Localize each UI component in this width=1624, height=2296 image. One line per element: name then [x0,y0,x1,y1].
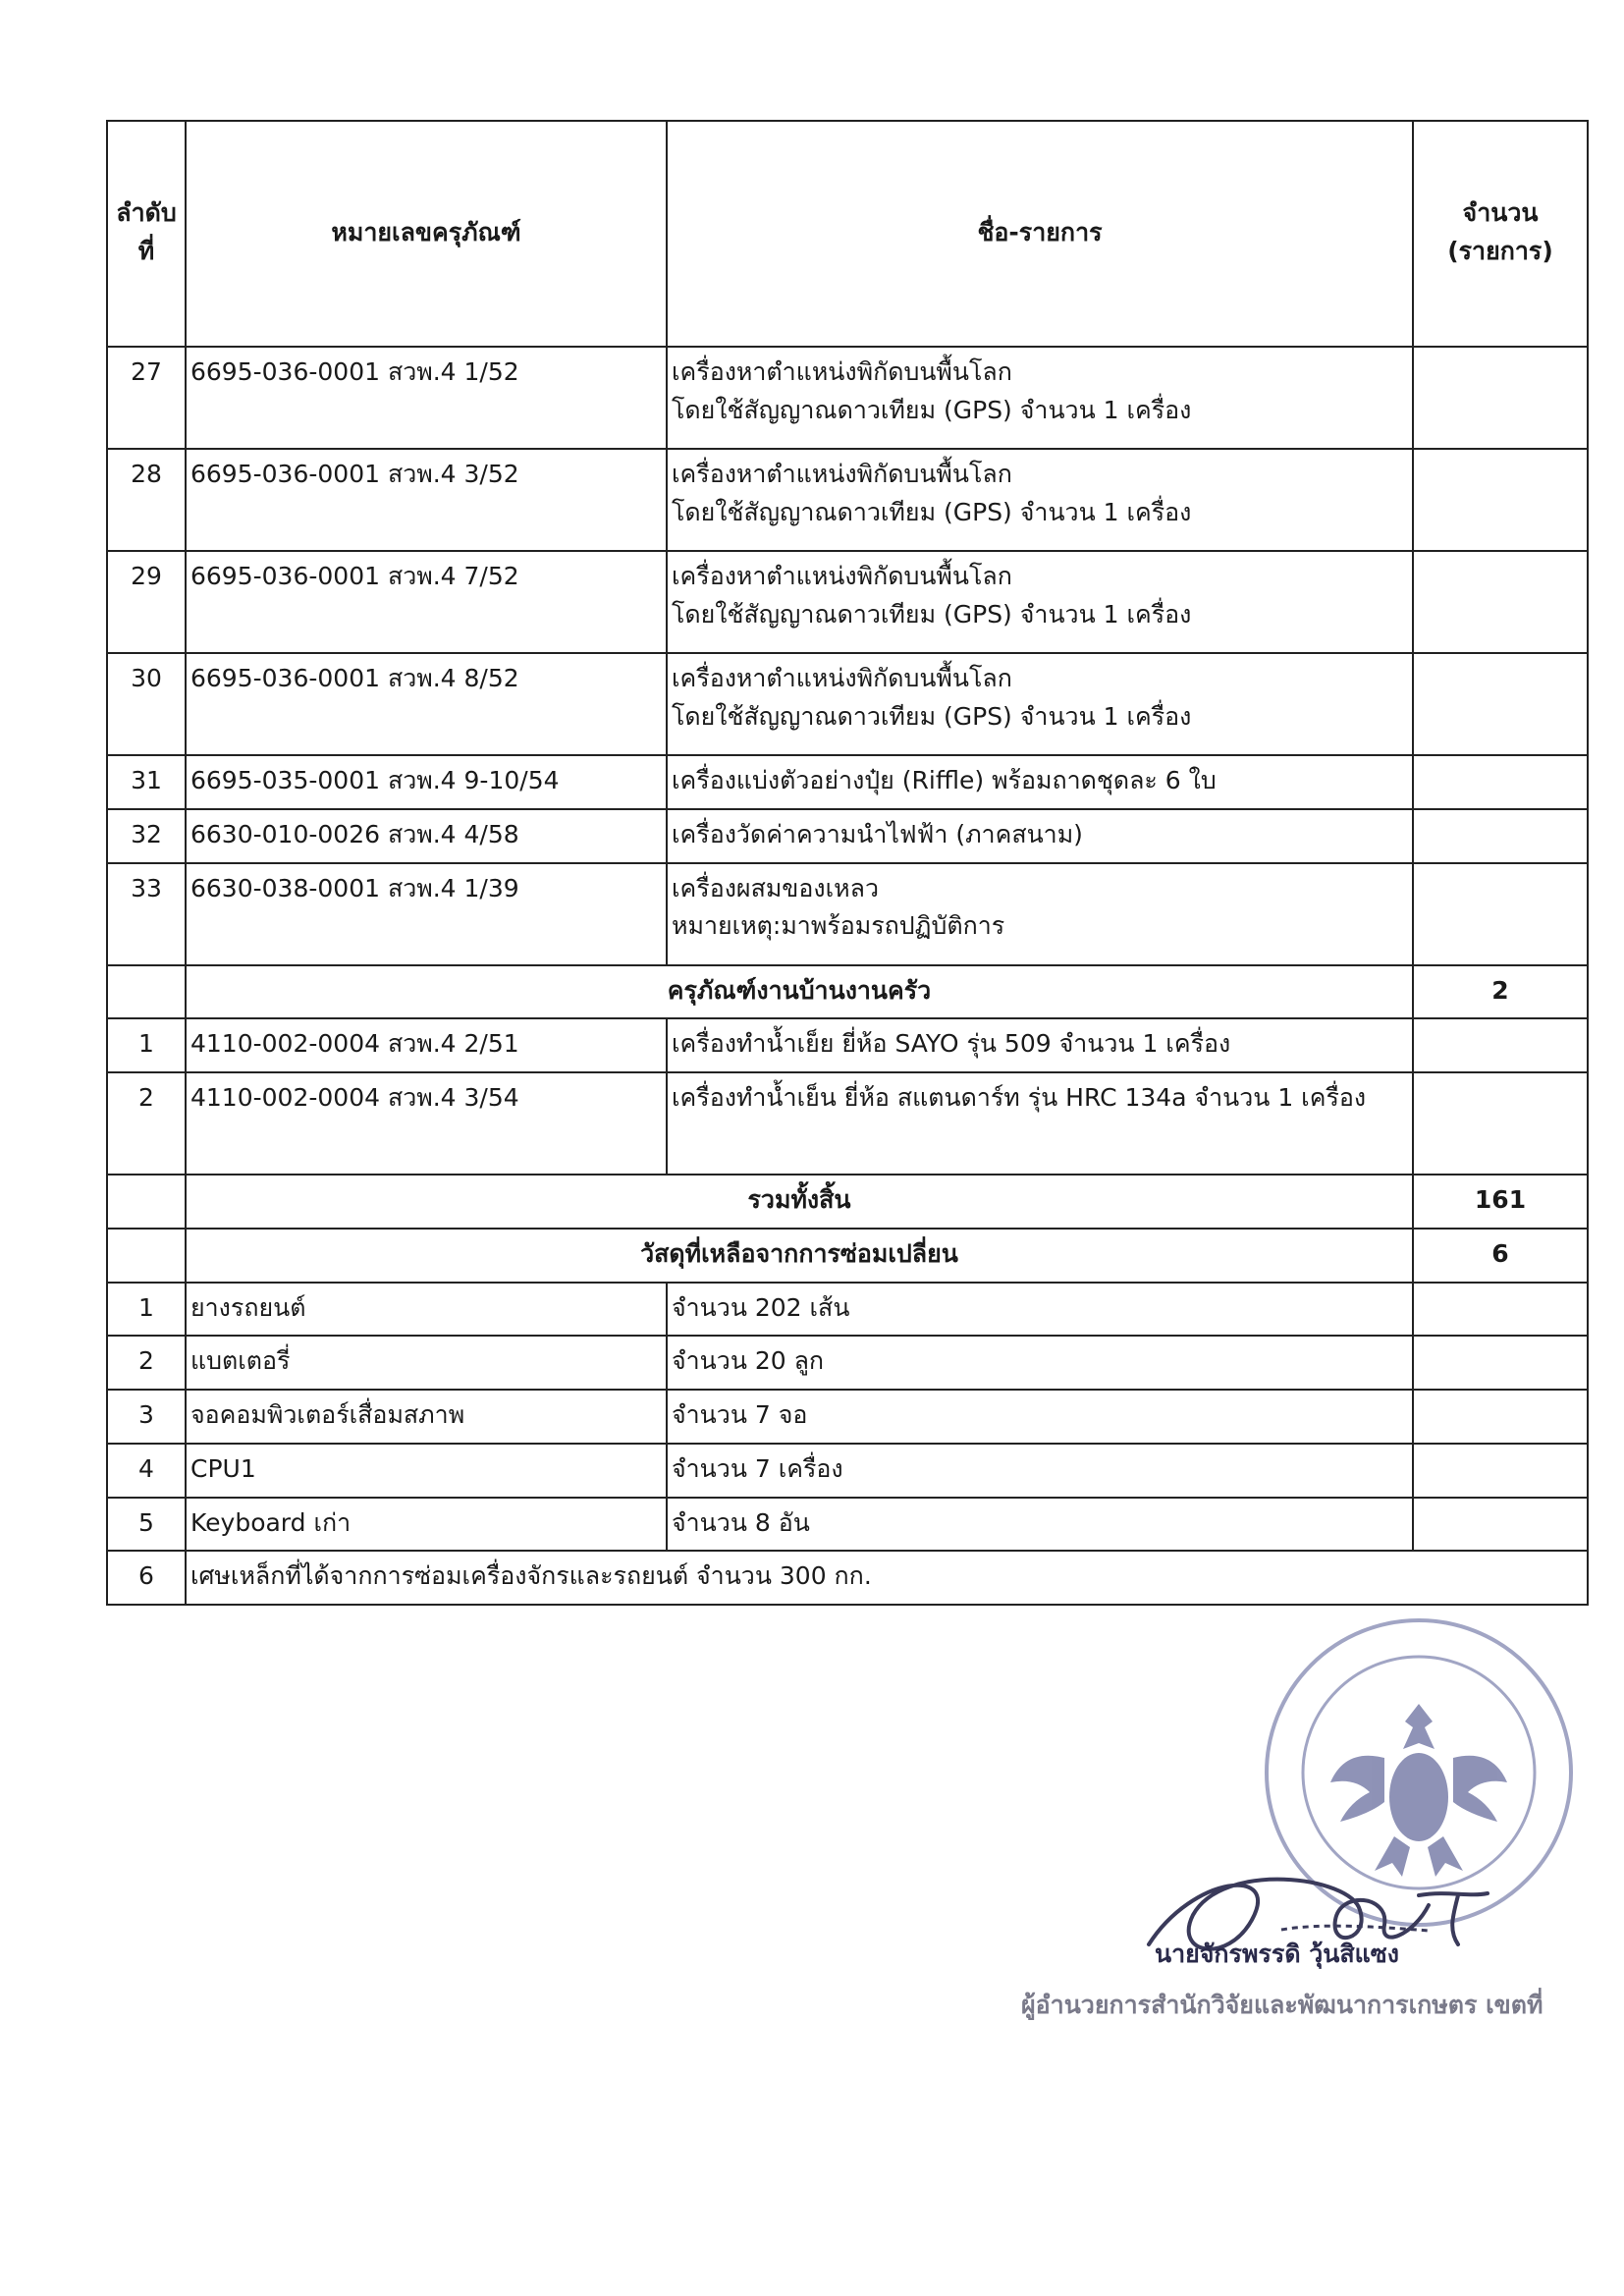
row-qty [1413,809,1588,863]
row-no: 1 [107,1283,186,1337]
row-no: 6 [107,1551,186,1605]
table-row [107,449,1588,551]
header-qty: จำนวน (รายการ) [1413,121,1588,347]
row-code: 6695-036-0001 สวพ.4 1/52 [186,347,667,449]
header-code: หมายเลขครุภัณฑ์ [186,121,667,347]
row-code: 6630-038-0001 สวพ.4 1/39 [186,863,667,965]
row-name: เครื่องทำน้ำเย็น ยี่ห้อ สแตนดาร์ท รุ่น HRC 134a จำนวน 1 เครื่อง [667,1072,1413,1175]
row-no: 4 [107,1444,186,1498]
row-name-line2: หมายเหตุ:มาพร้อมรถปฏิบัติการ [672,911,1005,941]
row-no: 1 [107,1018,186,1072]
row-qty [1413,347,1588,449]
signer-name: นายจักรพรรดิ วุ้นสิแซง [1155,1940,1399,1968]
row-amount: จำนวน 7 จอ [667,1390,1413,1444]
row-name [667,449,1413,551]
row-code: 6630-010-0026 สวพ.4 4/58 [186,809,667,863]
row-code: 4110-002-0004 สวพ.4 2/51 [186,1018,667,1072]
table-row [107,347,1588,449]
table-row [107,1018,1588,1072]
row-qty [1413,755,1588,809]
total-row [107,1175,1588,1229]
row-amount: จำนวน 8 อัน [667,1498,1413,1552]
row-no: 31 [107,755,186,809]
row-amount: จำนวน 20 ลูก [667,1336,1413,1390]
row-no: 27 [107,347,186,449]
row-name: เครื่องวัดค่าความนำไฟฟ้า (ภาคสนาม) [667,809,1413,863]
header-no: ลำดับที่ [107,121,186,347]
row-qty [1413,1018,1588,1072]
row-name-line1: เครื่องหาตำแหน่งพิกัดบนพื้นโลก [672,664,1012,692]
row-qty [1413,653,1588,755]
table-row [107,1336,1588,1390]
row-item: เศษเหล็กที่ได้จากการซ่อมเครื่องจักรและรถยนต์ จำนวน 300 กก. [186,1551,1588,1605]
row-name-line1: เครื่องหาตำแหน่งพิกัดบนพื้นโลก [672,357,1012,386]
row-name-line1: เครื่องหาตำแหน่งพิกัดบนพื้นโลก [672,562,1012,590]
section-blank [107,965,186,1019]
inventory-table [106,120,1589,1606]
row-no: 29 [107,551,186,653]
total-title: รวมทั้งสิ้น [186,1175,1413,1229]
row-name-line2: โดยใช้สัญญาณดาวเทียม (GPS) จำนวน 1 เครื่อง [672,599,1192,629]
row-name-line2: โดยใช้สัญญาณดาวเทียม (GPS) จำนวน 1 เครื่อง [672,701,1192,731]
row-qty [1413,1498,1588,1552]
row-name: เครื่องแบ่งตัวอย่างปุ๋ย (Riffle) พร้อมถาดชุดละ 6 ใบ [667,755,1413,809]
section-title-scrap: วัสดุที่เหลือจากการซ่อมเปลี่ยน [186,1229,1413,1283]
row-qty [1413,1283,1588,1337]
row-qty [1413,1444,1588,1498]
row-name-line2: โดยใช้สัญญาณดาวเทียม (GPS) จำนวน 1 เครื่อง [672,497,1192,526]
table-row [107,1551,1588,1605]
row-no: 3 [107,1390,186,1444]
row-no: 28 [107,449,186,551]
table-row [107,1283,1588,1337]
row-item: จอคอมพิวเตอร์เสื่อมสภาพ [186,1390,667,1444]
row-item: แบตเตอรี่ [186,1336,667,1390]
row-name: เครื่องทำน้ำเย็ย ยี่ห้อ SAYO รุ่น 509 จำนวน 1 เครื่อง [667,1018,1413,1072]
row-qty [1413,1072,1588,1175]
row-item: CPU1 [186,1444,667,1498]
row-qty [1413,551,1588,653]
row-name-line1: เครื่องหาตำแหน่งพิกัดบนพื้นโลก [672,460,1012,488]
row-item: ยางรถยนต์ [186,1283,667,1337]
total-qty: 161 [1413,1175,1588,1229]
table-row [107,551,1588,653]
row-name [667,863,1413,965]
row-no: 5 [107,1498,186,1552]
table-row [107,1498,1588,1552]
table-row [107,1390,1588,1444]
row-qty [1413,1390,1588,1444]
row-no: 2 [107,1336,186,1390]
section-title-kitchen: ครุภัณฑ์งานบ้านงานครัว [186,965,1413,1019]
section-qty-scrap: 6 [1413,1229,1588,1283]
row-no: 33 [107,863,186,965]
row-amount: จำนวน 7 เครื่อง [667,1444,1413,1498]
row-item: Keyboard เก่า [186,1498,667,1552]
row-name [667,347,1413,449]
row-no: 32 [107,809,186,863]
table-row [107,809,1588,863]
table-row [107,653,1588,755]
row-name [667,653,1413,755]
row-name-line2: โดยใช้สัญญาณดาวเทียม (GPS) จำนวน 1 เครื่อง [672,395,1192,424]
row-no: 2 [107,1072,186,1175]
row-code: 4110-002-0004 สวพ.4 3/54 [186,1072,667,1175]
table-header-row [107,121,1588,347]
row-name [667,551,1413,653]
row-code: 6695-036-0001 สวพ.4 3/52 [186,449,667,551]
total-blank [107,1175,186,1229]
section-row-scrap [107,1229,1588,1283]
section-qty-kitchen: 2 [1413,965,1588,1019]
row-amount: จำนวน 202 เส้น [667,1283,1413,1337]
signer-position: ผู้อำนวยการสำนักวิจัยและพัฒนาการเกษตร เขตที่ [1021,1991,1543,2019]
table-row [107,863,1588,965]
section-blank [107,1229,186,1283]
table-row [107,1072,1588,1175]
section-row-kitchen [107,965,1588,1019]
row-code: 6695-035-0001 สวพ.4 9-10/54 [186,755,667,809]
row-qty [1413,449,1588,551]
row-qty [1413,1336,1588,1390]
row-qty [1413,863,1588,965]
table-row [107,755,1588,809]
header-name: ชื่อ-รายการ [667,121,1413,347]
row-code: 6695-036-0001 สวพ.4 8/52 [186,653,667,755]
row-no: 30 [107,653,186,755]
row-name-line1: เครื่องผสมของเหลว [672,873,879,902]
row-code: 6695-036-0001 สวพ.4 7/52 [186,551,667,653]
table-row [107,1444,1588,1498]
